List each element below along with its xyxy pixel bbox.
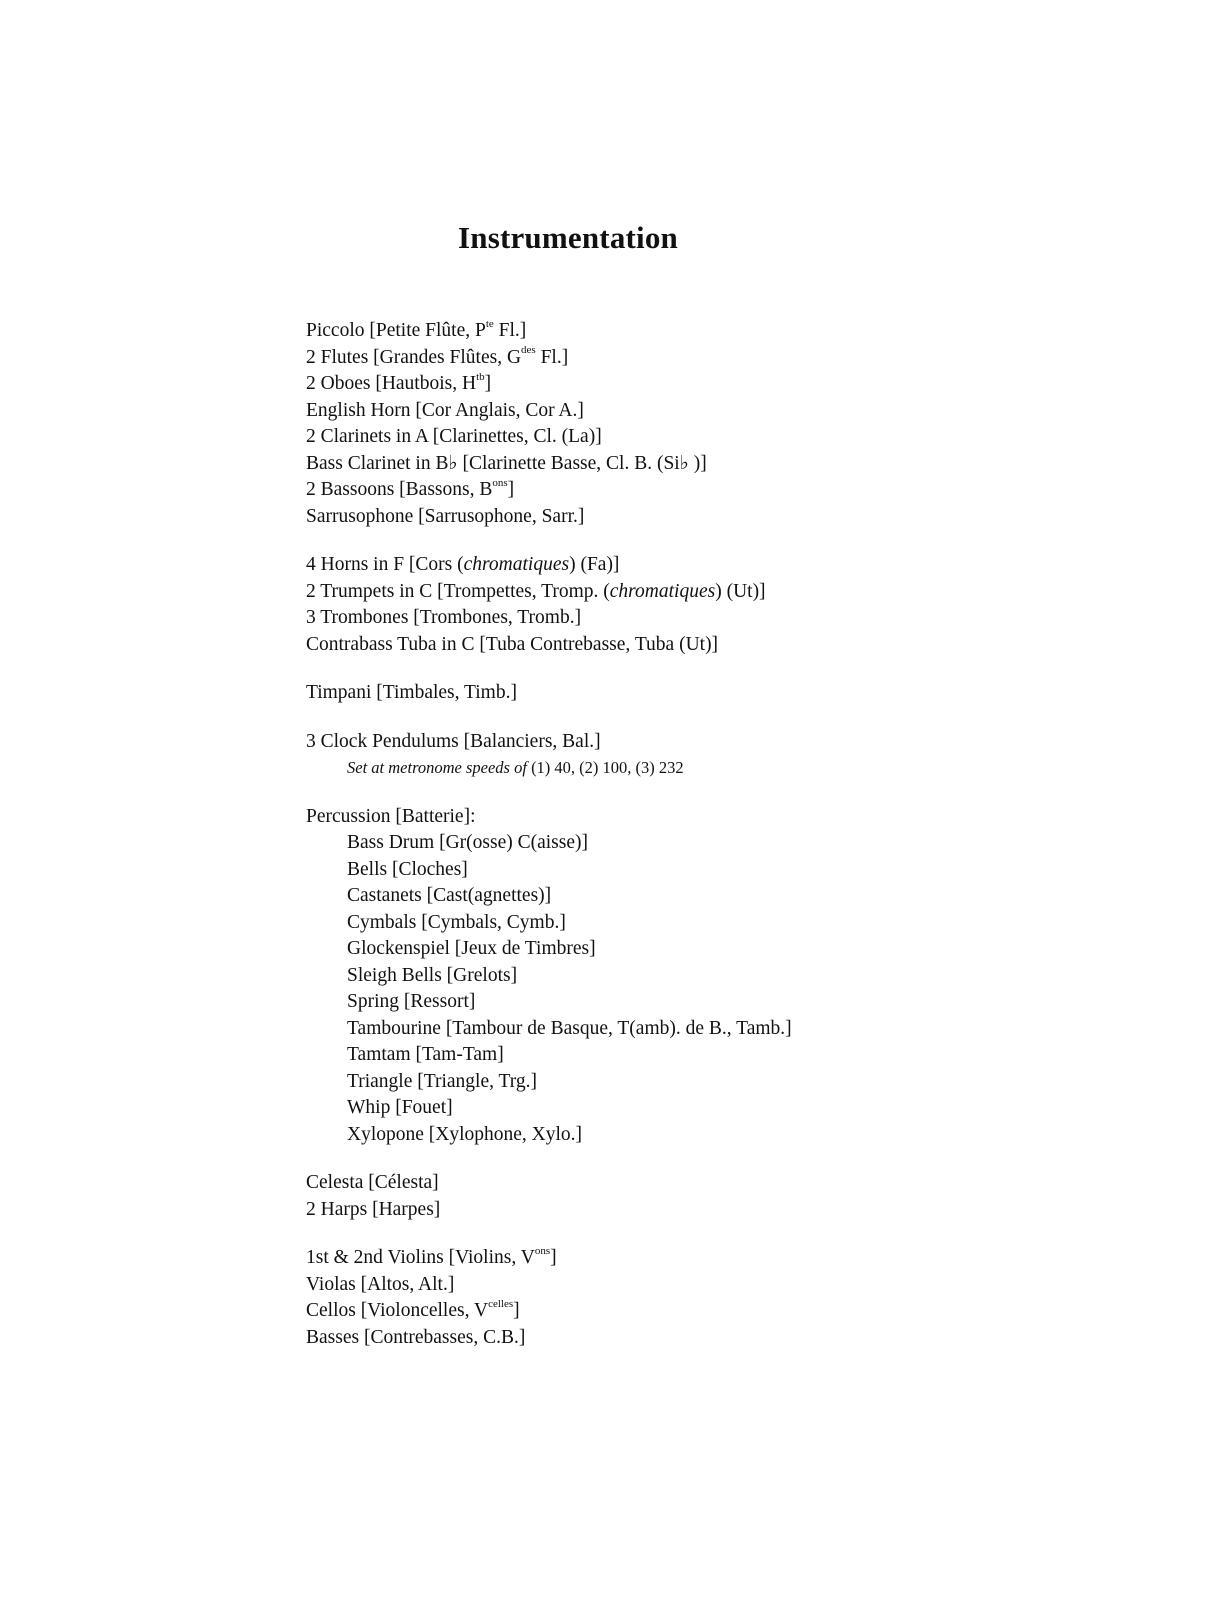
sarrusophone-entry: Sarrusophone [Sarrusophone, Sarr.] bbox=[306, 505, 585, 527]
percussion-item: Tamtam [Tam-Tam] bbox=[347, 1044, 504, 1065]
percussion-item: Spring [Ressort] bbox=[347, 991, 476, 1012]
clarinets-entry: 2 Clarinets in A [Clarinettes, Cl. (La)] bbox=[306, 426, 602, 447]
trombones-entry: 3 Trombones [Trombones, Tromb.] bbox=[306, 607, 582, 628]
pendulums-note: Set at metronome speeds of (1) 40, (2) 100, (3) 232 bbox=[347, 758, 684, 777]
violas-entry: Violas [Altos, Alt.] bbox=[306, 1273, 455, 1295]
celesta-entry: Celesta [Célesta] bbox=[306, 1172, 439, 1193]
woodwinds-group bbox=[306, 318, 926, 530]
page-title: Instrumentation bbox=[457, 220, 678, 255]
percussion-item: Cymbals [Cymbals, Cymb.] bbox=[347, 911, 566, 933]
percussion-item: Sleigh Bells [Grelots] bbox=[347, 964, 518, 986]
percussion-item: Bells [Cloches] bbox=[347, 858, 468, 880]
strings-group bbox=[306, 1245, 926, 1351]
bassoons-entry: 2 Bassoons [Bassons, $B^{ons}$] bbox=[306, 476, 515, 500]
flutes-entry: 2 Flutes [Grandes Flûtes, $G^{des}$ Fl.] bbox=[306, 344, 569, 368]
piccolo-entry: Piccolo [Petite Flûte, $P^{te}$ Fl.] bbox=[306, 317, 527, 341]
cellos-entry: Cellos [Violoncelles, $V^{celles}$] bbox=[306, 1297, 520, 1321]
timpani-group bbox=[306, 680, 926, 707]
percussion-item: Triangle [Triangle, Trg.] bbox=[347, 1070, 537, 1092]
basses-entry: Basses [Contrebasses, C.B.] bbox=[306, 1326, 526, 1348]
percussion-item: Castanets [Cast(agnettes)] bbox=[347, 885, 552, 906]
bass-clarinet-entry: Bass Clarinet in B♭ [Clarinette Basse, Cl. B. (Si♭ )] bbox=[306, 452, 707, 474]
timpani-entry: Timpani [Timbales, Timb.] bbox=[306, 682, 517, 703]
oboes-entry: 2 Oboes [Hautbois, $H^{tb}$] bbox=[306, 370, 492, 394]
tuba-entry: Contrabass Tuba in C [Tuba Contrebasse, Tuba (Ut)] bbox=[306, 633, 719, 655]
violins-entry: 1st & 2nd Violins [Violins, $V^{ons}$] bbox=[306, 1244, 557, 1268]
percussion-item: Glockenspiel [Jeux de Timbres] bbox=[347, 938, 596, 959]
percussion-item: Tambourine [Tambour de Basque, T(amb). de B., Tamb.] bbox=[347, 1017, 792, 1039]
trumpets-entry: 2 Trumpets in C [Trompettes, Tromp. (chromatiques) (Ut)] bbox=[306, 580, 766, 602]
harps-entry: 2 Harps [Harpes] bbox=[306, 1198, 441, 1220]
percussion-item: Whip [Fouet] bbox=[347, 1097, 453, 1118]
brass-group bbox=[306, 552, 926, 658]
percussion-item: Xylopone [Xylophone, Xylo.] bbox=[347, 1123, 583, 1145]
horns-entry: 4 Horns in F [Cors (chromatiques) (Fa)] bbox=[306, 554, 620, 575]
pendulums-group bbox=[306, 729, 926, 782]
instrument-list bbox=[306, 318, 926, 1373]
keyboards-group bbox=[306, 1170, 926, 1223]
percussion-group bbox=[306, 804, 926, 1149]
percussion-heading: Percussion [Batterie]: bbox=[306, 805, 476, 827]
pendulums-entry: 3 Clock Pendulums [Balanciers, Bal.] bbox=[306, 730, 601, 752]
percussion-item: Bass Drum [Gr(osse) C(aisse)] bbox=[347, 832, 588, 853]
english-horn-entry: English Horn [Cor Anglais, Cor A.] bbox=[306, 399, 584, 421]
